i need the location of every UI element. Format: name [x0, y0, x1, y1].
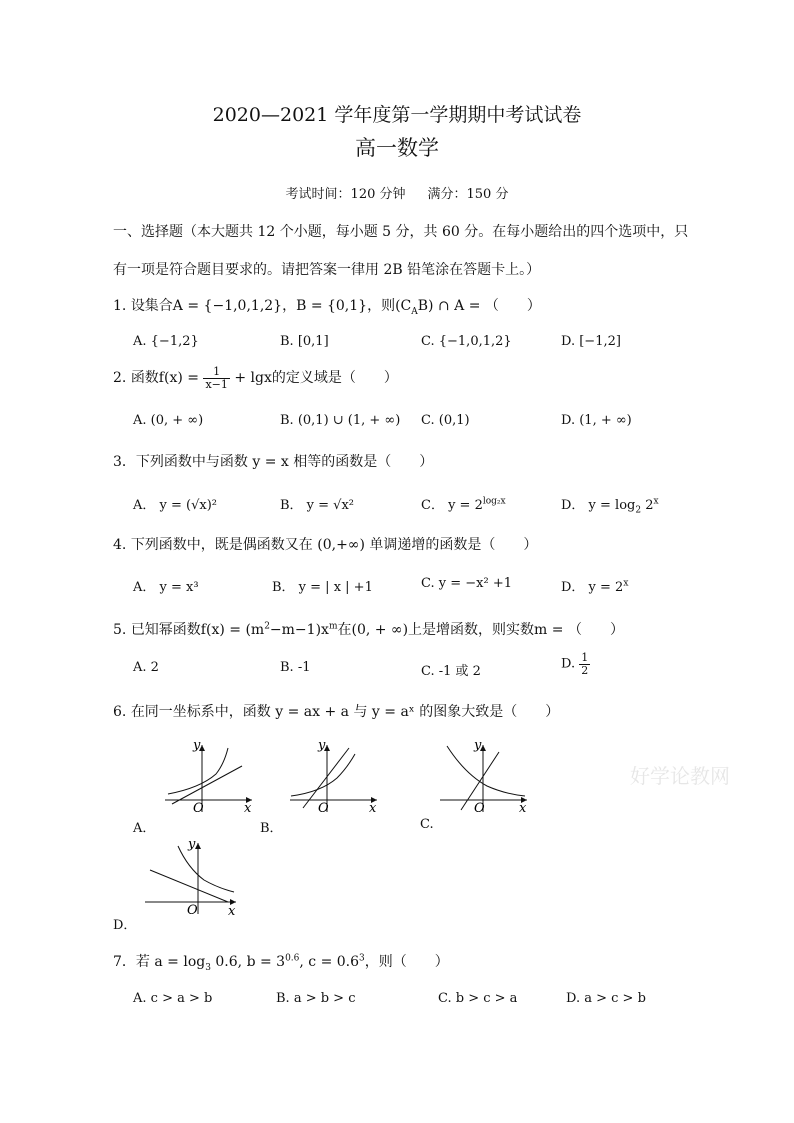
exam-score: 满分：150 分 [427, 187, 509, 202]
question-3-option-d[interactable]: D． $y = \log_2 2^x$ [561, 496, 659, 516]
question-1-option-b[interactable]: B. [0,1] [280, 334, 329, 349]
question-5-option-b[interactable]: B. -1 [280, 660, 311, 675]
question-2-option-b[interactable]: B. (0,1) ∪ (1, + ∞) [280, 413, 401, 428]
question-3-option-a[interactable]: A． y = (√x)² [133, 498, 217, 513]
axis-x-label: x [519, 801, 527, 815]
question-4-option-b[interactable]: B． y = | x | +1 [272, 580, 373, 595]
axis-y-label: y [193, 740, 201, 753]
axis-x-label: x [369, 801, 377, 815]
question-1-stem: 1. 设集合A = {−1,0,1,2}，B = {0,1}，则$(C_AB)$ ∩ A = （ ） [113, 298, 541, 317]
question-7-stem: 7．若 $a = \log_3 0.6$, $b = 3^{0.6}$, $c = 0.6^3$，则（ ） [113, 953, 449, 973]
origin-label: O [187, 903, 198, 918]
question-1-option-a[interactable]: A. {−1,2} [133, 334, 199, 349]
graph-d [140, 838, 245, 918]
question-6-option-d[interactable]: D． [113, 918, 137, 933]
question-4-option-a[interactable]: A． y = x³ [133, 580, 199, 595]
fraction: $\frac{1}{2}$ [581, 651, 589, 677]
question-5-option-d[interactable]: D. $\frac{1}{2}$ [561, 651, 589, 677]
question-3-option-b[interactable]: B． y = √x² [280, 498, 355, 513]
axis-y-label: y [318, 740, 326, 753]
question-2-stem: 2. 函数f(x) = $\frac{1}{x-1}$ + lgx的定义域是（ ） [113, 365, 398, 391]
section-intro-line2: 有一项是符合题目要求的。请把答案一律用 2B 铅笔涂在答题卡上。） [113, 262, 541, 278]
question-4-stem: 4. 下列函数中，既是偶函数又在 (0,+∞) 单调递增的函数是（ ） [113, 537, 538, 553]
question-6-option-c[interactable]: C. [420, 817, 434, 832]
graph-b [285, 740, 385, 815]
question-6-stem: 6. 在同一坐标系中，函数 y = ax + a 与 y = aˣ 的图象大致是（ ） [113, 704, 560, 720]
axis-x-label: x [244, 801, 252, 815]
question-4-option-d[interactable]: D． $y = 2^x$ [561, 578, 629, 595]
fraction: $\frac{1}{x-1}$ [205, 365, 228, 391]
question-2-option-c[interactable]: C. (0,1) [421, 413, 470, 428]
question-7-option-c[interactable]: C. b > c > a [438, 991, 518, 1006]
exam-time: 考试时间：120 分钟 [285, 187, 406, 202]
graph-a [160, 740, 260, 815]
question-6-option-a[interactable]: A． [133, 821, 156, 836]
question-6-option-b[interactable]: B． [260, 821, 283, 836]
question-2-option-a[interactable]: A. (0, + ∞) [133, 413, 204, 428]
graph-c [435, 740, 535, 815]
origin-label: O [193, 801, 204, 815]
axis-y-label: y [474, 740, 482, 753]
axis-x-label: x [228, 904, 236, 918]
question-7-option-b[interactable]: B. a > b > c [276, 991, 356, 1006]
question-1-option-d[interactable]: D. [−1,2] [561, 334, 621, 349]
question-3-option-c[interactable]: C． $y = 2^{log_2x}$ [421, 496, 506, 513]
axis-y-label: y [188, 838, 196, 852]
question-4-option-c[interactable]: C. y = −x² +1 [421, 576, 512, 591]
exam-meta [0, 183, 794, 202]
question-1-option-c[interactable]: C. {−1,0,1,2} [421, 334, 512, 349]
question-5-option-a[interactable]: A. 2 [133, 660, 159, 675]
question-5-stem: 5. 已知幂函数$f(x) = (m^2-m-1)x^m$在(0, + ∞)上是增函数，则实数m = （ ） [113, 621, 624, 638]
question-3-stem: 3．下列函数中与函数 y = x 相等的函数是（ ） [113, 454, 434, 470]
section-intro-line1: 一、选择题（本大题共 12 个小题，每小题 5 分，共 60 分。在每小题给出的四个选项中，只 [113, 224, 689, 240]
watermark: 好学论教网 [630, 764, 730, 788]
question-2-option-d[interactable]: D. (1, + ∞) [561, 413, 632, 428]
question-7-option-d[interactable]: D. a > c > b [566, 991, 646, 1006]
exam-subject: 高一数学 [355, 136, 439, 160]
origin-label: O [318, 801, 329, 815]
exam-title: 2020—2021 学年度第一学期期中考试试卷 [212, 104, 582, 126]
origin-label: O [474, 801, 485, 815]
question-5-option-c[interactable]: C. -1 或 2 [421, 664, 481, 679]
question-7-option-a[interactable]: A. c > a > b [133, 991, 213, 1006]
